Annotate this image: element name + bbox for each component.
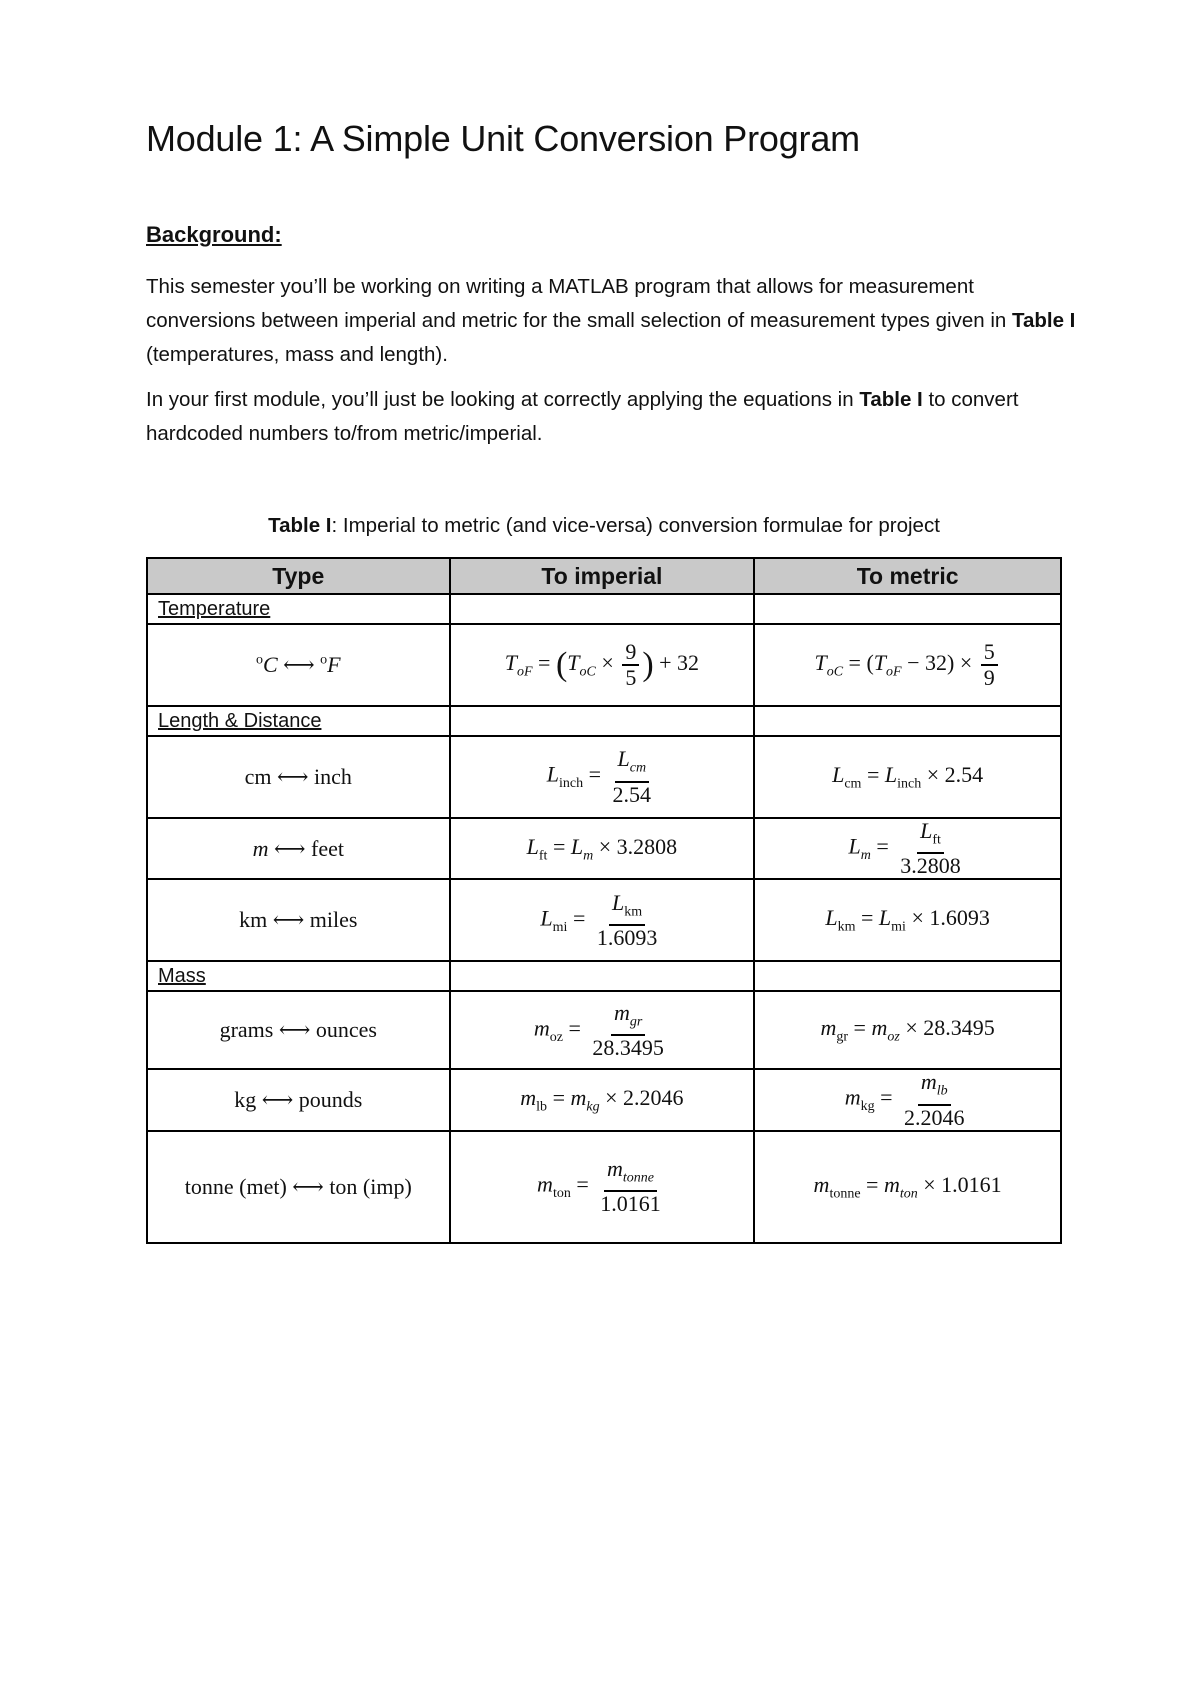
sub-tonne: tonne — [622, 1170, 654, 1186]
intro-paragraph — [146, 270, 1076, 372]
paren-close: ) — [642, 646, 654, 683]
table-row-temperature — [147, 624, 1061, 706]
module-paragraph — [146, 383, 1076, 451]
numerator — [611, 1001, 645, 1036]
caption-label: Table I — [268, 514, 332, 537]
type-celsius-fahrenheit — [147, 624, 450, 706]
fraction — [897, 819, 964, 878]
numerator — [604, 1157, 657, 1192]
fraction — [597, 1157, 664, 1216]
type-m-feet — [147, 818, 450, 879]
table-row-tonne-ton — [147, 1131, 1061, 1243]
formula-to-km — [754, 879, 1061, 961]
var-m: m — [533, 1015, 550, 1041]
caption-text: : Imperial to metric (and vice-versa) conversion formulae for project — [331, 514, 940, 537]
paren-open: ( — [555, 646, 568, 683]
var-m: m — [883, 1171, 900, 1197]
fraction-nine-fifths — [622, 640, 639, 690]
var-l: L — [878, 905, 892, 931]
equals-sign: = — [572, 905, 586, 931]
page-title: Module 1: A Simple Unit Conversion Program — [146, 118, 860, 159]
sub-inch: inch — [559, 776, 584, 792]
empty-cell — [450, 594, 755, 624]
times-sign: × — [905, 1015, 918, 1041]
unit-c: C — [262, 652, 278, 677]
empty-cell — [754, 706, 1061, 736]
var-m: m — [537, 1171, 553, 1197]
equals-sign: = — [588, 762, 602, 788]
times-sign: × — [601, 650, 614, 676]
sub-m: m — [860, 848, 871, 864]
var-m: m — [570, 1084, 587, 1110]
sub-oz: oz — [887, 1029, 900, 1045]
equals-sign: = — [866, 1171, 879, 1197]
sub-tonne: tonne — [829, 1185, 861, 1201]
table-row-cm-inch — [147, 736, 1061, 818]
sub-gr: gr — [629, 1014, 643, 1030]
header-to-imperial: To imperial — [450, 558, 755, 594]
sub-of: oF — [516, 664, 533, 680]
header-type: Type — [147, 558, 450, 594]
formula-to-celsius: $T_{oC} = (T_{oF} - 32)$ × $\frac{5}{9}$ — [754, 624, 1061, 706]
var-m: m — [520, 1084, 537, 1110]
equals-sign: = — [866, 761, 880, 787]
equals-sign: = — [848, 650, 861, 676]
var-t: T — [567, 650, 580, 676]
formula-to-inch — [450, 736, 755, 818]
equals-sign: = — [552, 1084, 565, 1110]
var-t: T — [814, 650, 827, 676]
var-m: m — [920, 1069, 937, 1095]
fraction — [594, 891, 661, 950]
table-row-km-miles — [147, 879, 1061, 961]
equals-sign: = — [568, 1015, 581, 1041]
table-row-m-feet — [147, 818, 1061, 879]
sub-of: oF — [886, 664, 902, 680]
empty-cell — [754, 961, 1061, 991]
section-row-mass — [147, 961, 1061, 991]
fraction — [589, 1001, 667, 1060]
numerator — [615, 747, 650, 782]
unit-m: m — [252, 835, 269, 861]
factor: 1.6093 — [929, 905, 990, 931]
formula-to-grams — [754, 991, 1061, 1069]
formula-to-kg — [754, 1069, 1061, 1130]
sub-cm: cm — [629, 760, 647, 776]
intro-text-end: (temperatures, mass and length). — [146, 343, 448, 366]
empty-cell — [450, 706, 755, 736]
var-l: L — [832, 761, 845, 787]
var-l: L — [570, 833, 584, 859]
double-arrow-icon: ⟷ — [283, 652, 315, 677]
times-sign: × — [598, 833, 612, 859]
fraction — [610, 747, 655, 806]
minus-32: − 32 — [907, 650, 948, 676]
module-text-end: to convert hardcoded numbers to/from metric/imperial. — [146, 388, 1019, 445]
section-label-length: Length & Distance — [147, 706, 450, 736]
empty-cell — [450, 961, 755, 991]
formula-to-tonne — [754, 1131, 1061, 1243]
sub-oc: oC — [826, 664, 844, 680]
equals-sign: = — [880, 1085, 893, 1111]
type-tonne-ton: tonne (met) ⟷ ton (imp) — [147, 1131, 450, 1243]
factor: 1.0161 — [941, 1171, 1002, 1197]
var-m: m — [614, 999, 630, 1025]
var-m: m — [871, 1015, 888, 1041]
sub-mi: mi — [891, 919, 906, 935]
denominator: 1.6093 — [596, 925, 658, 951]
denominator: 3.2808 — [900, 853, 961, 879]
var-l: L — [848, 833, 861, 859]
factor: 3.2808 — [616, 833, 678, 859]
var-l: L — [825, 905, 838, 931]
factor: 2.2046 — [623, 1084, 684, 1110]
sub-ft: ft — [932, 832, 941, 848]
formula-to-ounces — [450, 991, 755, 1069]
equals-sign: = — [853, 1015, 866, 1041]
empty-cell — [754, 594, 1061, 624]
sub-m: m — [583, 847, 594, 863]
sub-lb: lb — [536, 1099, 548, 1115]
var-m: m — [813, 1171, 830, 1197]
sub-km: km — [624, 904, 643, 920]
formula-to-ton — [450, 1131, 755, 1243]
section-row-temperature — [147, 594, 1061, 624]
sub-ft: ft — [538, 847, 548, 863]
table-caption — [146, 514, 1062, 538]
var-m: m — [820, 1015, 837, 1041]
var-l: L — [920, 818, 933, 843]
var-t: T — [504, 650, 517, 676]
var-m: m — [607, 1156, 623, 1182]
equals-sign: = — [861, 905, 874, 931]
times-sign: × — [605, 1084, 618, 1110]
factor: 2.54 — [944, 761, 984, 787]
fraction — [901, 1070, 968, 1129]
type-km-miles: km ⟷ miles — [147, 879, 450, 961]
factor: 28.3495 — [923, 1015, 995, 1041]
numerator: 9 — [622, 640, 639, 666]
denominator: 9 — [983, 665, 995, 690]
type-grams-ounces: grams ⟷ ounces — [147, 991, 450, 1069]
degree-symbol: o — [320, 652, 328, 668]
type-cm-inch: cm ⟷ inch — [147, 736, 450, 818]
equals-sign: = — [876, 833, 889, 859]
var-l: L — [546, 762, 560, 788]
section-label-temperature: Temperature — [147, 594, 450, 624]
module-text: In your first module, you’ll just be looking at correctly applying the equations in — [146, 388, 860, 411]
numerator: 5 — [981, 640, 998, 666]
numerator — [609, 891, 645, 926]
section-row-length — [147, 706, 1061, 736]
formula-to-pounds — [450, 1069, 755, 1130]
plus-32: + 32 — [659, 650, 700, 676]
formula-to-m — [754, 818, 1061, 879]
sub-ton: ton — [899, 1185, 918, 1201]
var-l: L — [540, 905, 553, 931]
sub-gr: gr — [836, 1029, 849, 1045]
table-reference: Table I — [859, 388, 923, 411]
times-sign: × — [959, 650, 973, 676]
equals-sign: = — [576, 1171, 589, 1197]
sub-kg: kg — [860, 1099, 875, 1115]
sub-inch: inch — [897, 776, 922, 792]
var-m: m — [844, 1085, 861, 1111]
formula-to-fahrenheit — [450, 624, 755, 706]
fraction-five-ninths — [981, 640, 998, 690]
sub-cm: cm — [844, 776, 862, 792]
equals-sign: = — [538, 650, 551, 676]
table-row-grams-ounces — [147, 991, 1061, 1069]
sub-ton: ton — [552, 1186, 571, 1202]
denominator: 5 — [625, 665, 637, 690]
header-to-metric: To metric — [754, 558, 1061, 594]
section-label-mass: Mass — [147, 961, 450, 991]
denominator: 28.3495 — [592, 1035, 664, 1061]
var-l: L — [612, 889, 625, 915]
equals-sign: = — [552, 833, 566, 859]
var-l: L — [617, 746, 630, 772]
table-reference: Table I — [1011, 309, 1076, 332]
var-l: L — [884, 761, 898, 787]
unit-f: F — [327, 652, 341, 677]
intro-text: This semester you’ll be working on writing a MATLAB program that allows for measurement conversions between imperial and metric for the small selection of measurement types given in — [146, 275, 1012, 332]
formula-to-cm — [754, 736, 1061, 818]
denominator: 2.54 — [612, 781, 652, 807]
denominator: 1.0161 — [600, 1191, 661, 1217]
times-sign: × — [911, 905, 924, 931]
sub-km: km — [837, 919, 856, 935]
var-l: L — [526, 833, 539, 859]
conversion-table — [146, 557, 1062, 1244]
times-sign: × — [923, 1171, 936, 1197]
times-sign: × — [926, 761, 940, 787]
sub-lb: lb — [936, 1083, 948, 1099]
sub-oc: oC — [579, 664, 596, 680]
numerator — [918, 1070, 951, 1105]
degree-symbol: o — [255, 652, 263, 668]
formula-to-feet — [450, 818, 755, 879]
formula-to-miles — [450, 879, 755, 961]
denominator: 2.2046 — [904, 1104, 965, 1130]
background-heading: Background: — [146, 222, 282, 247]
var-t: T — [873, 650, 887, 676]
sub-oz: oz — [549, 1029, 563, 1045]
table-row-kg-pounds — [147, 1069, 1061, 1130]
sub-mi: mi — [552, 919, 568, 935]
unit-feet: ⟷ feet — [268, 835, 344, 861]
type-kg-pounds: kg ⟷ pounds — [147, 1069, 450, 1130]
numerator — [917, 819, 944, 854]
sub-kg: kg — [586, 1099, 600, 1115]
table-header-row — [147, 558, 1061, 594]
